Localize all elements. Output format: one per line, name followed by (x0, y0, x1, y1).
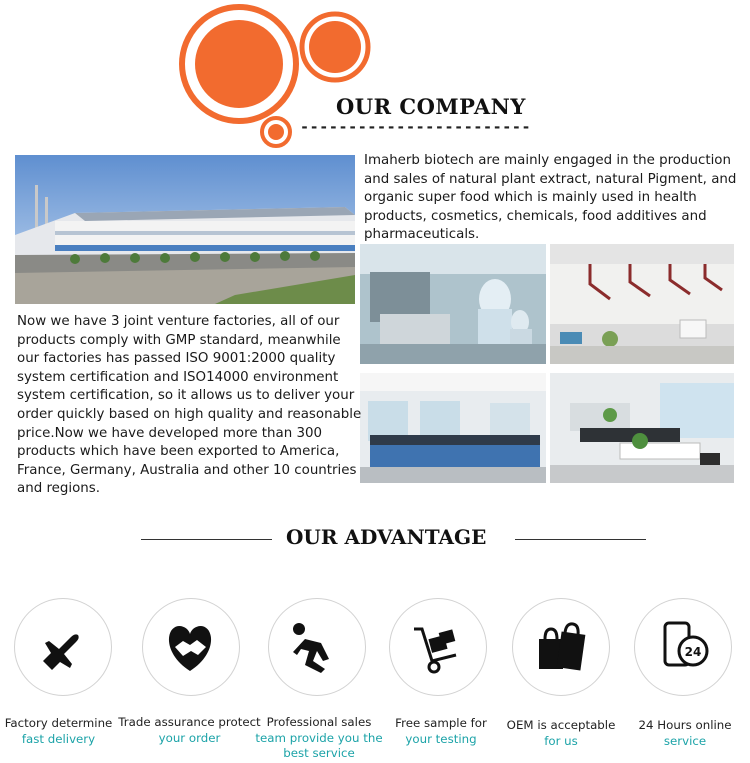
advantage-divider-right (515, 539, 646, 540)
feature-oem (512, 598, 610, 696)
caption-fast-delivery: Factory determine fast delivery (4, 716, 113, 746)
running-person-icon (269, 599, 364, 694)
handshake-heart-icon (143, 599, 238, 694)
company-title: OUR COMPANY (336, 94, 526, 119)
feature-professional-sales (268, 598, 366, 696)
hand-truck-icon (390, 599, 485, 694)
feature-free-sample (389, 598, 487, 696)
caption-24-hours: 24 Hours online service (638, 718, 732, 748)
24-hours-phone-icon (635, 599, 730, 694)
caption-trade-assurance: Trade assurance protect your order (118, 715, 261, 745)
feature-fast-delivery (14, 598, 112, 696)
caption-professional-sales: Professional sales team provide you the best service (255, 715, 383, 760)
caption-oem: OEM is acceptable for us (506, 718, 616, 748)
company-intro-text: Imaherb biotech are mainly engaged in the production and sales of natural plant extract, natural Pigment, and organic super food which is mainly used in health products, cosmetics, chemicals, food additives and pharmaceuticals. (364, 153, 737, 243)
company-about-text: Now we have 3 joint venture factories, all of our products comply with GMP standard, meanwhile our factories has passed ISO 9001:2000 quality system certification and ISO14000 environment system certification, so it allows us to deliver your order quickly based on high quality and reasonable price.Now we have developed more than 300 products which have been exported to America, France, Germany, Australia and other 10 countries and regions. (17, 314, 362, 497)
feature-trade-assurance (142, 598, 240, 696)
airplane-icon (15, 599, 110, 694)
shopping-bags-icon (513, 599, 608, 694)
caption-free-sample: Free sample for your testing (395, 716, 487, 746)
company-title-underline: ------------------------ (300, 118, 532, 136)
factory-photo (15, 155, 355, 304)
advantage-title: OUR ADVANTAGE (286, 525, 487, 549)
lab-fume-hoods-photo (550, 244, 734, 364)
svg-text:24: 24 (684, 645, 702, 659)
lab-benches-photo (360, 373, 546, 483)
feature-24-hours (634, 598, 732, 696)
advantage-divider-left (141, 539, 272, 540)
lab-workers-photo (360, 244, 546, 364)
office-photo (550, 373, 734, 483)
